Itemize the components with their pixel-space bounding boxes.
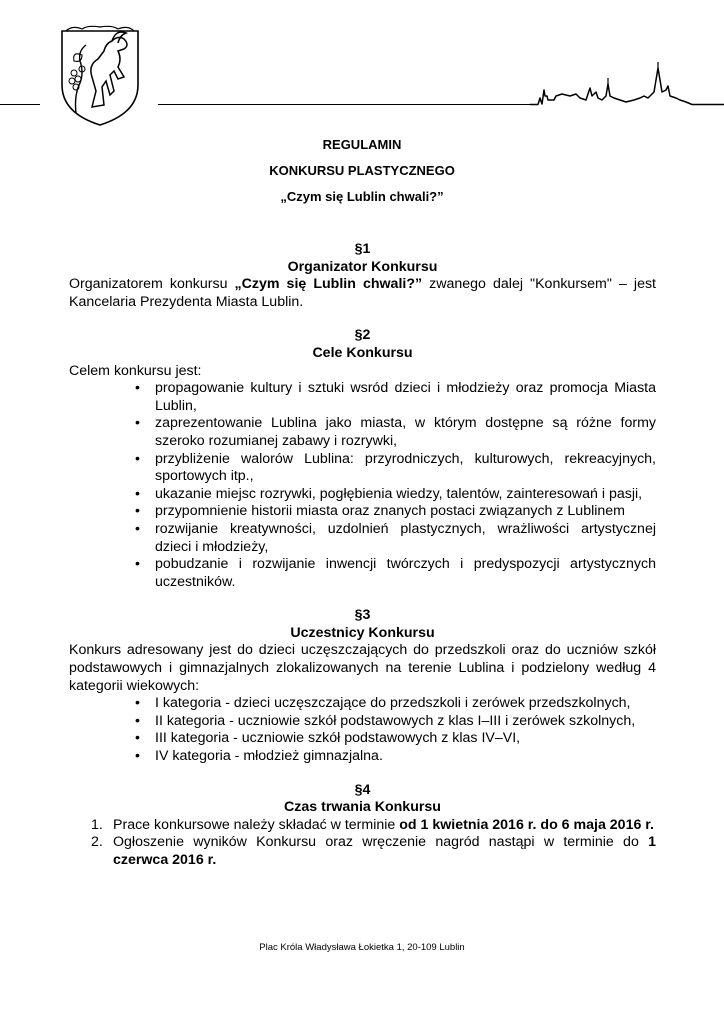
section-1-contest-name: „Czym się Lublin chwali?” [234,276,423,293]
document-title-motto: „Czym się Lublin chwali?” [280,189,444,204]
document-title-regulamin: REGULAMIN [322,137,402,152]
results-date: 1 czerwca 2016 r. [113,834,656,868]
list-item: • III kategoria - uczniowie szkół podstawowych z klas IV–VI, [155,730,656,748]
section-1 [69,241,656,311]
section-4-list [69,817,656,870]
footer-address: Plac Króla Władysława Łokietka 1, 20-109 Lublin [259,942,465,953]
section-1-text [69,276,656,311]
lublin-skyline-icon [530,60,724,110]
section-3-categories-list [69,695,656,765]
document-title-konkurs: KONKURSU PLASTYCZNEGO [269,163,455,178]
section-2 [69,327,656,591]
list-item [91,816,656,835]
list-item: • propagowanie kultury i sztuki wsród dzieci i młodzieży oraz promocja Miasta Lublin, [155,380,656,415]
section-2-number: §2 [354,327,371,344]
document-body [69,241,656,886]
section-3-number: §3 [354,607,371,624]
section-4-title: Czas trwania Konkursu [284,799,441,816]
list-item: • przypomnienie historii miasta oraz znanych postaci związanych z Lublinem [155,503,656,521]
section-1-text-part: Organizatorem konkursu [69,276,235,293]
list-item [91,834,656,869]
lublin-coat-of-arms-icon [52,25,148,128]
list-item: • II kategoria - uczniowie szkół podstawowych z klas I–III i zerówek szkolnych, [155,713,656,731]
section-2-goals-list [69,380,656,591]
list-item-text: Ogłoszenie wyników Konkursu oraz wręczenie nagród nastąpi w terminie do [113,834,649,851]
list-item: • rozwijanie kreatywności, uzdolnień plastycznych, wrażliwości artystycznej dzieci i młodzieży, [155,521,656,556]
section-3-intro: Konkurs adresowany jest do dzieci uczęszczających do przedszkoli oraz do uczniów szkół podstawowych i gimnazjalnych zlokalizowanych na terenie Lublina i podzielony według 4 kategorii wiekowych: [69,642,656,694]
section-2-intro: Celem konkursu jest: [69,362,202,379]
submission-dates: od 1 kwietnia 2016 r. do 6 maja 2016 r. [399,816,654,833]
section-3-title: Uczestnicy Konkursu [290,624,435,641]
list-item: • I kategoria - dzieci uczęszczające do przedszkoli i zerówek przedszkolnych, [155,695,656,713]
section-1-title: Organizator Konkursu [287,258,438,275]
header-rule-left [0,104,40,105]
header-rule-right [158,104,538,105]
list-item-text: Prace konkursowe należy składać w terminie [113,816,400,833]
list-item: • zaprezentowanie Lublina jako miasta, w którym dostępne są różne formy szeroko rozumianej zabawy i rozrywki, [155,415,656,450]
section-1-text-part: zwanego dalej "Konkursem" – jest Kancelaria Prezydenta Miasta Lublin. [69,276,656,310]
list-item: • IV kategoria - młodzież gimnazjalna. [155,748,656,766]
section-3 [69,607,656,765]
list-item-number: 1. [91,816,103,833]
section-1-number: §1 [354,241,371,257]
list-item: • pobudzanie i rozwijanie inwencji twórczych i predyspozycji artystycznych uczestników. [155,556,656,591]
list-item: • przybliżenie walorów Lublina: przyrodniczych, kulturowych, rekreacyjnych, sportowych itp., [155,451,656,486]
section-4-number: §4 [354,781,371,798]
section-2-title: Cele Konkursu [312,344,413,361]
section-4 [69,782,656,870]
list-item-number: 2. [91,834,103,851]
list-item: • ukazanie miejsc rozrywki, pogłębienia wiedzy, talentów, zainteresowań i pasji, [155,486,656,504]
